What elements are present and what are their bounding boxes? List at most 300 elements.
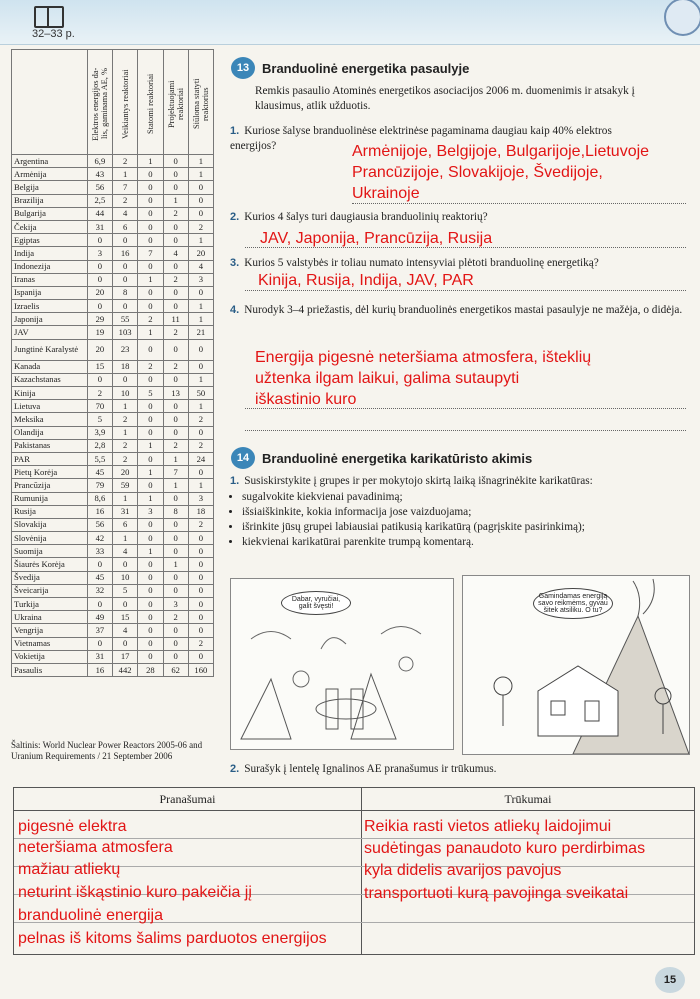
value-cell: 2 <box>163 273 188 286</box>
value-cell: 1 <box>188 373 213 386</box>
country-cell: Egiptas <box>12 234 88 247</box>
table-row <box>12 326 214 339</box>
country-cell: Japonija <box>12 313 88 326</box>
table-row <box>12 663 214 676</box>
value-cell: 2 <box>87 387 112 400</box>
value-cell: 2 <box>113 194 138 207</box>
value-cell: 62 <box>163 663 188 676</box>
value-cell: 0 <box>138 518 163 531</box>
value-cell: 6 <box>113 518 138 531</box>
table-row <box>12 181 214 194</box>
value-cell: 29 <box>87 313 112 326</box>
country-cell: PAR <box>12 452 88 465</box>
country-cell: Vietnamas <box>12 637 88 650</box>
value-cell: 5 <box>113 584 138 597</box>
value-cell: 0 <box>87 637 112 650</box>
value-cell: 32 <box>87 584 112 597</box>
country-cell: Švedija <box>12 571 88 584</box>
value-cell: 0 <box>188 598 213 611</box>
question-13-3: 3. Kurios 5 valstybės ir toliau numato intensyviai plėtoti branduolinę energetiką? <box>230 257 599 269</box>
table-row <box>12 400 214 413</box>
value-cell: 0 <box>163 220 188 233</box>
value-cell: 0 <box>138 584 163 597</box>
question-13-2: 2. Kurios 4 šalys turi daugiausia branduolinių reaktorių? <box>230 211 488 223</box>
question-14-2: 2. Surašyk į lentelę Ignalinos AE pranašumus ir trūkumus. <box>230 763 497 775</box>
country-cell: Lietuva <box>12 400 88 413</box>
value-cell: 45 <box>87 466 112 479</box>
table-row <box>12 518 214 531</box>
table-row <box>12 286 214 299</box>
country-cell: Šveicarija <box>12 584 88 597</box>
question-13-1: 1. Kuriose šalyse branduolinėse elektrinėse pagaminama daugiau kaip 40% elektros energijos? <box>230 125 612 152</box>
value-cell: 23 <box>113 339 138 360</box>
value-cell: 0 <box>138 181 163 194</box>
value-cell: 10 <box>113 571 138 584</box>
value-cell: 24 <box>188 452 213 465</box>
value-cell: 1 <box>188 155 213 168</box>
country-cell: Slovakija <box>12 518 88 531</box>
value-cell: 2,5 <box>87 194 112 207</box>
table-row <box>12 339 214 360</box>
value-cell: 15 <box>87 360 112 373</box>
value-cell: 28 <box>138 663 163 676</box>
table-row <box>12 273 214 286</box>
pros-header: Pranašumai <box>14 788 361 811</box>
country-cell: Izraelis <box>12 300 88 313</box>
value-cell: 2 <box>163 207 188 220</box>
page-number: 15 <box>655 967 685 993</box>
country-cell: Belgija <box>12 181 88 194</box>
value-cell: 0 <box>188 286 213 299</box>
table-row <box>12 466 214 479</box>
speech-bubble: Gamindamas energiją savo reikmėms, gyvau šitek atsiliku. O tu? <box>533 588 613 619</box>
value-cell: 0 <box>113 273 138 286</box>
country-cell: Brazilija <box>12 194 88 207</box>
cons-item: Reikia rasti vietos atliekų laidojimui <box>364 818 612 835</box>
value-cell: 1 <box>138 326 163 339</box>
answer-13-1: Armėnijoje, Belgijoje, Bulgarijoje,Lietuvoje Prancūzijoje, Slovakijoje, Švedijoje, Ukrainoje <box>352 143 650 202</box>
value-cell: 5 <box>138 387 163 400</box>
value-cell: 42 <box>87 532 112 545</box>
table-source: Šaltinis: World Nuclear Power Reactors 2005-06 and Uranium Requirements / 21 September 2006 <box>11 740 203 761</box>
value-cell: 49 <box>87 611 112 624</box>
value-cell: 0 <box>138 400 163 413</box>
country-cell: Turkija <box>12 598 88 611</box>
value-cell: 3,9 <box>87 426 112 439</box>
value-cell: 0 <box>163 373 188 386</box>
table-row <box>12 313 214 326</box>
value-cell: 0 <box>188 426 213 439</box>
value-cell: 44 <box>87 207 112 220</box>
table-row <box>12 584 214 597</box>
task-bullet-list <box>230 490 697 550</box>
value-cell: 0 <box>113 598 138 611</box>
pros-item: branduolinė energija <box>18 907 163 924</box>
value-cell: 18 <box>113 360 138 373</box>
value-cell: 55 <box>113 313 138 326</box>
value-cell: 3 <box>87 247 112 260</box>
value-cell: 2 <box>138 313 163 326</box>
value-cell: 0 <box>163 637 188 650</box>
value-cell: 2 <box>113 439 138 452</box>
country-cell: Čekija <box>12 220 88 233</box>
value-cell: 0 <box>138 220 163 233</box>
table-row <box>12 260 214 273</box>
globe-icon <box>664 0 700 36</box>
table-row <box>12 168 214 181</box>
speech-bubble: Dabar, vyručiai, galit švęsti! <box>281 591 351 615</box>
answer-line <box>352 203 686 204</box>
country-cell: Jungtinė Karalystė <box>12 339 88 360</box>
value-cell: 0 <box>138 637 163 650</box>
value-cell: 0 <box>188 624 213 637</box>
value-cell: 0 <box>138 558 163 571</box>
country-cell: Argentina <box>12 155 88 168</box>
table-row <box>12 413 214 426</box>
value-cell: 0 <box>113 300 138 313</box>
cons-item: kyla didelis avarijos pavojus <box>364 862 562 879</box>
table-row <box>12 545 214 558</box>
value-cell: 31 <box>87 650 112 663</box>
value-cell: 0 <box>138 286 163 299</box>
cons-item: sudėtingas panaudoto kuro perdirbimas <box>364 840 646 857</box>
value-cell: 1 <box>138 439 163 452</box>
table-row <box>12 637 214 650</box>
value-cell: 2 <box>163 326 188 339</box>
table-row <box>12 439 214 452</box>
value-cell: 0 <box>163 339 188 360</box>
table-row <box>12 611 214 624</box>
value-cell: 6 <box>113 220 138 233</box>
table-row <box>12 300 214 313</box>
table-row <box>12 624 214 637</box>
value-cell: 3 <box>163 598 188 611</box>
value-cell: 16 <box>87 663 112 676</box>
value-cell: 0 <box>163 624 188 637</box>
value-cell: 45 <box>87 571 112 584</box>
list-item: • išrinkite jūsų grupei labiausiai patikusią karikatūrą (pagrįskite pasirinkimą); <box>242 520 697 535</box>
value-cell: 31 <box>113 505 138 518</box>
country-cell: Indonezija <box>12 260 88 273</box>
table-row <box>12 571 214 584</box>
value-cell: 3 <box>188 273 213 286</box>
value-cell: 0 <box>87 598 112 611</box>
pros-item: neteršiama atmosfera <box>18 839 173 856</box>
value-cell: 0 <box>138 234 163 247</box>
value-cell: 0 <box>163 518 188 531</box>
value-cell: 0 <box>188 207 213 220</box>
book-icon <box>34 6 64 28</box>
value-cell: 3 <box>138 505 163 518</box>
country-cell: JAV <box>12 326 88 339</box>
value-cell: 0 <box>163 234 188 247</box>
value-cell: 1 <box>163 194 188 207</box>
value-cell: 0 <box>188 650 213 663</box>
value-cell: 6,9 <box>87 155 112 168</box>
value-cell: 0 <box>188 584 213 597</box>
value-cell: 17 <box>113 650 138 663</box>
value-cell: 0 <box>163 413 188 426</box>
value-cell: 20 <box>188 247 213 260</box>
country-cell: Iranas <box>12 273 88 286</box>
value-cell: 3 <box>188 492 213 505</box>
value-cell: 0 <box>87 273 112 286</box>
table-row <box>12 234 214 247</box>
value-cell: 0 <box>113 373 138 386</box>
value-cell: 50 <box>188 387 213 400</box>
list-item: • išsiaiškinkite, kokia informacija jose vaizduojama; <box>242 505 697 520</box>
country-cell: Prancūzija <box>12 479 88 492</box>
value-cell: 33 <box>87 545 112 558</box>
value-cell: 0 <box>163 260 188 273</box>
value-cell: 0 <box>163 584 188 597</box>
country-cell: Rusija <box>12 505 88 518</box>
country-cell: Indija <box>12 247 88 260</box>
table-header-row <box>12 50 214 155</box>
value-cell: 5,5 <box>87 452 112 465</box>
value-cell: 1 <box>188 300 213 313</box>
table-row <box>12 220 214 233</box>
value-cell: 2 <box>188 220 213 233</box>
value-cell: 7 <box>138 247 163 260</box>
country-cell: Pietų Korėja <box>12 466 88 479</box>
value-cell: 442 <box>113 663 138 676</box>
value-cell: 0 <box>87 234 112 247</box>
country-cell: Pasaulis <box>12 663 88 676</box>
page-header-band <box>0 0 700 45</box>
value-cell: 0 <box>163 168 188 181</box>
answer-line <box>245 290 686 291</box>
table-row <box>12 194 214 207</box>
value-cell: 13 <box>163 387 188 400</box>
pros-item: neturint iškąstinio kuro pakeičia jį <box>18 884 252 901</box>
section-13-badge: 13 <box>231 57 255 79</box>
value-cell: 1 <box>113 532 138 545</box>
pros-item: pigesnė elektra <box>18 818 127 835</box>
value-cell: 18 <box>188 505 213 518</box>
value-cell: 20 <box>87 286 112 299</box>
value-cell: 0 <box>138 413 163 426</box>
table-row <box>12 207 214 220</box>
cons-item: transportuoti kurą pavojinga sveikatai <box>364 885 629 902</box>
answer-line <box>245 247 686 248</box>
value-cell: 10 <box>113 387 138 400</box>
value-cell: 0 <box>138 598 163 611</box>
table-row <box>12 426 214 439</box>
value-cell: 103 <box>113 326 138 339</box>
table-row <box>12 373 214 386</box>
pros-item: pelnas iš kitoms šalims parduotos energijos <box>18 930 327 947</box>
value-cell: 4 <box>113 624 138 637</box>
cartoon-house-volcano <box>462 575 690 755</box>
country-cell: Kanada <box>12 360 88 373</box>
value-cell: 0 <box>138 168 163 181</box>
value-cell: 0 <box>163 532 188 545</box>
value-cell: 2,8 <box>87 439 112 452</box>
value-cell: 0 <box>163 571 188 584</box>
table-row <box>12 558 214 571</box>
value-cell: 1 <box>163 452 188 465</box>
table-row <box>12 492 214 505</box>
value-cell: 1 <box>163 558 188 571</box>
list-item: • kiekvienai karikatūrai parenkite trumpą komentarą. <box>242 535 697 550</box>
value-cell: 0 <box>163 650 188 663</box>
value-cell: 2 <box>113 413 138 426</box>
value-cell: 1 <box>138 466 163 479</box>
value-cell: 0 <box>138 571 163 584</box>
answer-line <box>245 408 686 409</box>
value-cell: 0 <box>138 452 163 465</box>
table-header-cell: Veikiantys reaktoriai <box>113 50 138 155</box>
value-cell: 0 <box>138 194 163 207</box>
country-cell: Vokietija <box>12 650 88 663</box>
country-cell: Suomija <box>12 545 88 558</box>
section-14-title: Branduolinė energetika karikatūristo akimis <box>262 451 533 466</box>
value-cell: 0 <box>163 300 188 313</box>
table-row <box>12 247 214 260</box>
section-13-title: Branduolinė energetika pasaulyje <box>262 61 470 76</box>
value-cell: 19 <box>87 326 112 339</box>
country-cell: Kinija <box>12 387 88 400</box>
value-cell: 70 <box>87 400 112 413</box>
answer-line <box>245 430 686 431</box>
value-cell: 11 <box>163 313 188 326</box>
country-cell: Pakistanas <box>12 439 88 452</box>
value-cell: 0 <box>188 360 213 373</box>
value-cell: 0 <box>113 558 138 571</box>
value-cell: 15 <box>113 611 138 624</box>
value-cell: 0 <box>87 373 112 386</box>
table-header-cell: Elektros energijos da- lis, gaminama AE, % <box>87 50 112 155</box>
country-cell: Kazachstanas <box>12 373 88 386</box>
value-cell: 0 <box>163 426 188 439</box>
value-cell: 0 <box>188 466 213 479</box>
country-header <box>12 50 88 155</box>
reactor-data-table <box>11 49 214 677</box>
country-cell: Šiaurės Korėja <box>12 558 88 571</box>
value-cell: 0 <box>138 260 163 273</box>
value-cell: 1 <box>163 479 188 492</box>
value-cell: 59 <box>113 479 138 492</box>
country-cell: Vengrija <box>12 624 88 637</box>
value-cell: 1 <box>138 155 163 168</box>
table-row <box>12 360 214 373</box>
table-row <box>12 155 214 168</box>
value-cell: 0 <box>188 611 213 624</box>
value-cell: 0 <box>138 339 163 360</box>
value-cell: 0 <box>87 300 112 313</box>
value-cell: 0 <box>188 339 213 360</box>
table-row <box>12 598 214 611</box>
value-cell: 2 <box>138 360 163 373</box>
value-cell: 0 <box>163 545 188 558</box>
value-cell: 1 <box>113 400 138 413</box>
country-cell: Meksika <box>12 413 88 426</box>
value-cell: 2 <box>188 637 213 650</box>
answer-13-4: Energija pigesnė neteršiama atmosfera, išteklių užtenka ilgam laikui, galima sutaupyti iškastinio kuro <box>255 349 592 408</box>
country-cell: Bulgarija <box>12 207 88 220</box>
table-header-cell: Siūloma statyti reaktorius <box>188 50 213 155</box>
value-cell: 2 <box>188 518 213 531</box>
value-cell: 1 <box>113 168 138 181</box>
value-cell: 37 <box>87 624 112 637</box>
answer-13-2: JAV, Japonija, Prancūzija, Rusija <box>260 230 493 247</box>
value-cell: 1 <box>138 273 163 286</box>
value-cell: 160 <box>188 663 213 676</box>
value-cell: 16 <box>87 505 112 518</box>
section-13-intro: Remkis pasaulio Atominės energetikos asociacijos 2006 m. duomenimis ir atsakyk į klausimus, atlik užduotis. <box>255 85 635 112</box>
answer-13-3: Kinija, Rusija, Indija, JAV, PAR <box>258 272 474 289</box>
value-cell: 79 <box>87 479 112 492</box>
value-cell: 0 <box>163 181 188 194</box>
value-cell: 8,6 <box>87 492 112 505</box>
value-cell: 1 <box>113 426 138 439</box>
table-header-cell: Statomi reaktoriai <box>138 50 163 155</box>
value-cell: 20 <box>87 339 112 360</box>
value-cell: 2 <box>163 439 188 452</box>
value-cell: 0 <box>138 611 163 624</box>
question-13-4: 4. Nurodyk 3–4 priežastis, dėl kurių branduolinės energetikos mastai pasaulyje ne mažėja, o didėja. <box>230 304 683 316</box>
value-cell: 0 <box>188 194 213 207</box>
value-cell: 0 <box>113 637 138 650</box>
value-cell: 56 <box>87 518 112 531</box>
country-cell: Armėnija <box>12 168 88 181</box>
value-cell: 0 <box>138 207 163 220</box>
value-cell: 0 <box>138 624 163 637</box>
table-row <box>12 505 214 518</box>
value-cell: 0 <box>188 532 213 545</box>
value-cell: 1 <box>188 234 213 247</box>
country-cell: Olandija <box>12 426 88 439</box>
value-cell: 1 <box>138 545 163 558</box>
value-cell: 4 <box>113 207 138 220</box>
value-cell: 0 <box>188 545 213 558</box>
value-cell: 4 <box>188 260 213 273</box>
value-cell: 1 <box>188 168 213 181</box>
value-cell: 2 <box>113 452 138 465</box>
value-cell: 2 <box>163 611 188 624</box>
value-cell: 2 <box>113 155 138 168</box>
value-cell: 1 <box>188 400 213 413</box>
value-cell: 4 <box>113 545 138 558</box>
value-cell: 1 <box>138 492 163 505</box>
table-row <box>12 650 214 663</box>
value-cell: 0 <box>138 532 163 545</box>
value-cell: 0 <box>188 571 213 584</box>
section-14-badge: 14 <box>231 447 255 469</box>
value-cell: 0 <box>138 426 163 439</box>
value-cell: 0 <box>138 373 163 386</box>
value-cell: 4 <box>163 247 188 260</box>
question-14-1: 1. Susiskirstykite į grupes ir per mokytojo skirtą laiką išnagrinėkite karikatūras: <box>230 475 593 487</box>
value-cell: 2 <box>163 360 188 373</box>
value-cell: 56 <box>87 181 112 194</box>
value-cell: 0 <box>87 558 112 571</box>
country-cell: Slovėnija <box>12 532 88 545</box>
value-cell: 0 <box>113 234 138 247</box>
value-cell: 0 <box>163 492 188 505</box>
value-cell: 0 <box>138 300 163 313</box>
value-cell: 31 <box>87 220 112 233</box>
value-cell: 8 <box>113 286 138 299</box>
value-cell: 5 <box>87 413 112 426</box>
value-cell: 1 <box>188 479 213 492</box>
table-row <box>12 479 214 492</box>
page-reference: 32–33 p. <box>32 28 75 40</box>
pros-item: mažiau atliekų <box>18 861 121 878</box>
value-cell: 1 <box>188 313 213 326</box>
value-cell: 0 <box>163 400 188 413</box>
